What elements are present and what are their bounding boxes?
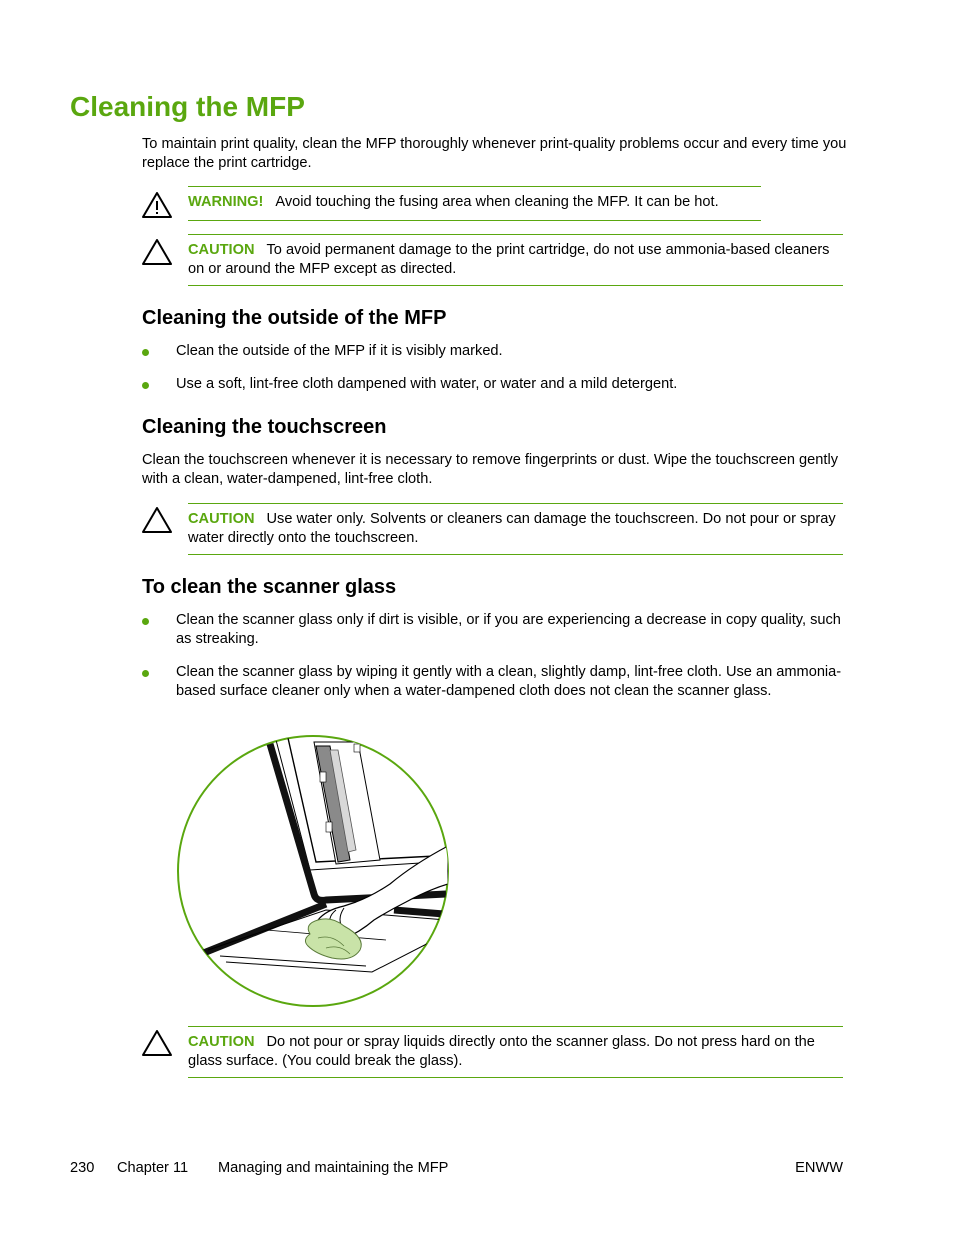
section-heading-scanner: To clean the scanner glass [142,576,397,598]
intro-paragraph: To maintain print quality, clean the MFP thoroughly whenever print-quality problems occur and every time you replace the print cartridge. [142,136,847,171]
caution-icon [141,238,173,266]
list-item: Clean the outside of the MFP if it is visibly marked. [176,343,503,359]
footer-chapter-title: Managing and maintaining the MFP [218,1160,449,1176]
caution-note-scanner [188,1026,843,1078]
warning-text: Avoid touching the fusing area when cleaning the MFP. It can be hot. [275,194,719,210]
caution-note-touchscreen [188,503,843,555]
caution-text: Do not pour or spray liquids directly onto the scanner glass. Do not press hard on the glass surface. (You could break the glass). [188,1034,815,1069]
list-item: Clean the scanner glass by wiping it gently with a clean, slightly damp, lint-free cloth. Use an ammonia-based surface cleaner only when a water-dampened cloth does not clean the scanner glass. [176,664,842,699]
list-item: Use a soft, lint-free cloth dampened with water, or water and a mild detergent. [176,376,678,392]
caution-label: CAUTION [188,1034,255,1050]
caution-icon [141,506,173,534]
bullet-icon [142,382,149,389]
caution-label: CAUTION [188,511,255,527]
bullet-icon [142,618,149,625]
caution-note-cartridge [188,234,843,286]
footer-chapter: Chapter 11 [117,1160,189,1176]
warning-label: WARNING! [188,194,264,210]
touchscreen-paragraph: Clean the touchscreen whenever it is necessary to remove fingerprints or dust. Wipe the touchscreen gently with a clean, water-dampened, lint-free cloth. [142,452,838,487]
section-heading-outside: Cleaning the outside of the MFP [142,307,447,329]
section-heading-touchscreen: Cleaning the touchscreen [142,416,387,438]
caution-label: CAUTION [188,242,255,258]
page-number: 230 [70,1160,95,1176]
page-title: Cleaning the MFP [70,91,305,122]
bullet-icon [142,670,149,677]
bullet-icon [142,349,149,356]
warning-note [188,186,761,221]
caution-text: Use water only. Solvents or cleaners can damage the touchscreen. Do not pour or spray water directly onto the touchscreen. [188,511,836,546]
caution-text: To avoid permanent damage to the print cartridge, do not use ammonia-based cleaners on or around the MFP except as directed. [188,242,830,277]
caution-icon [141,1029,173,1057]
scanner-cleaning-illustration [176,734,450,1008]
footer-brand: ENWW [795,1160,843,1176]
list-item: Clean the scanner glass only if dirt is visible, or if you are experiencing a decrease in copy quality, such as streaking. [176,612,841,647]
warning-icon [141,191,173,219]
